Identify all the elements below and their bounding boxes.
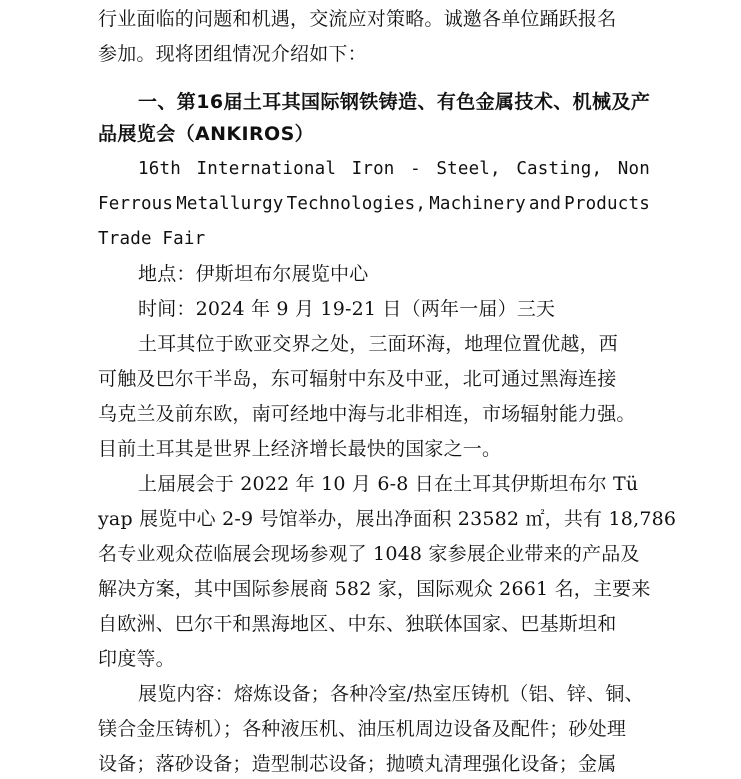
intro-line-2: 参加。现将团组情况介绍如下： <box>98 43 367 65</box>
english-word: Steel, <box>436 159 501 179</box>
english-title-line-2 <box>98 192 650 216</box>
section-heading-line-1: 一、第16届土耳其国际钢铁铸造、有色金属技术、机械及产 <box>138 91 651 113</box>
paragraph-line: 自欧洲、巴尔干和黑海地区、中东、独联体国家、巴基斯坦和 <box>98 613 617 635</box>
english-word: International <box>196 159 337 179</box>
paragraph-line: 解决方案，其中国际参展商 582 家，国际观众 2661 名，主要来 <box>98 578 651 600</box>
english-word: Machinery <box>429 194 526 214</box>
paragraph-line: 目前土耳其是世界上经济增长最快的国家之一。 <box>98 438 502 460</box>
english-word: Casting, <box>516 159 603 179</box>
english-word: Ferrous <box>98 194 174 214</box>
english-title-line-1 <box>138 157 650 181</box>
english-word: Iron <box>351 159 395 179</box>
paragraph-line: 镁合金压铸机）；各种液压机、油压机周边设备及配件；砂处理 <box>98 718 627 740</box>
english-word: Metallurgy <box>176 194 284 214</box>
time-line: 时间：2024 年 9 月 19-21 日（两年一届）三天 <box>138 298 556 320</box>
paragraph-line: 可触及巴尔干半岛，东可辐射中东及中亚，北可通过黑海连接 <box>98 368 617 390</box>
english-word: 16th <box>138 159 181 179</box>
paragraph-line: yap 展览中心 2-9 号馆举办，展出净面积 23582 ㎡，共有 18,786 <box>98 508 677 530</box>
paragraph-line: 印度等。 <box>98 648 175 670</box>
english-title-line-3: Trade Fair <box>98 229 206 249</box>
paragraph-line: 设备；落砂设备；造型制芯设备；抛喷丸清理强化设备；金属 <box>98 753 617 775</box>
english-word: - <box>410 159 421 179</box>
english-word: Non <box>617 159 650 179</box>
english-word: Products <box>564 194 650 214</box>
location-line: 地点：伊斯坦布尔展览中心 <box>138 263 369 285</box>
paragraph-line: 名专业观众莅临展会现场参观了 1048 家参展企业带来的产品及 <box>98 543 640 565</box>
intro-line-1: 行业面临的问题和机遇，交流应对策略。诚邀各单位踊跃报名 <box>98 8 617 30</box>
paragraph-line: 乌克兰及前东欧，南可经地中海与北非相连，市场辐射能力强。 <box>98 403 636 425</box>
paragraph-line: 土耳其位于欧亚交界之处，三面环海，地理位置优越，西 <box>138 333 619 355</box>
paragraph-line: 展览内容：熔炼设备；各种冷室/热室压铸机（铝、锌、铜、 <box>138 683 644 705</box>
section-heading-line-2: 品展览会（ANKIROS） <box>98 123 315 145</box>
english-word: Technologies, <box>286 194 427 214</box>
paragraph-line: 上届展会于 2022 年 10 月 6-8 日在土耳其伊斯坦布尔 Tü <box>138 473 639 495</box>
english-word: and <box>528 194 562 214</box>
